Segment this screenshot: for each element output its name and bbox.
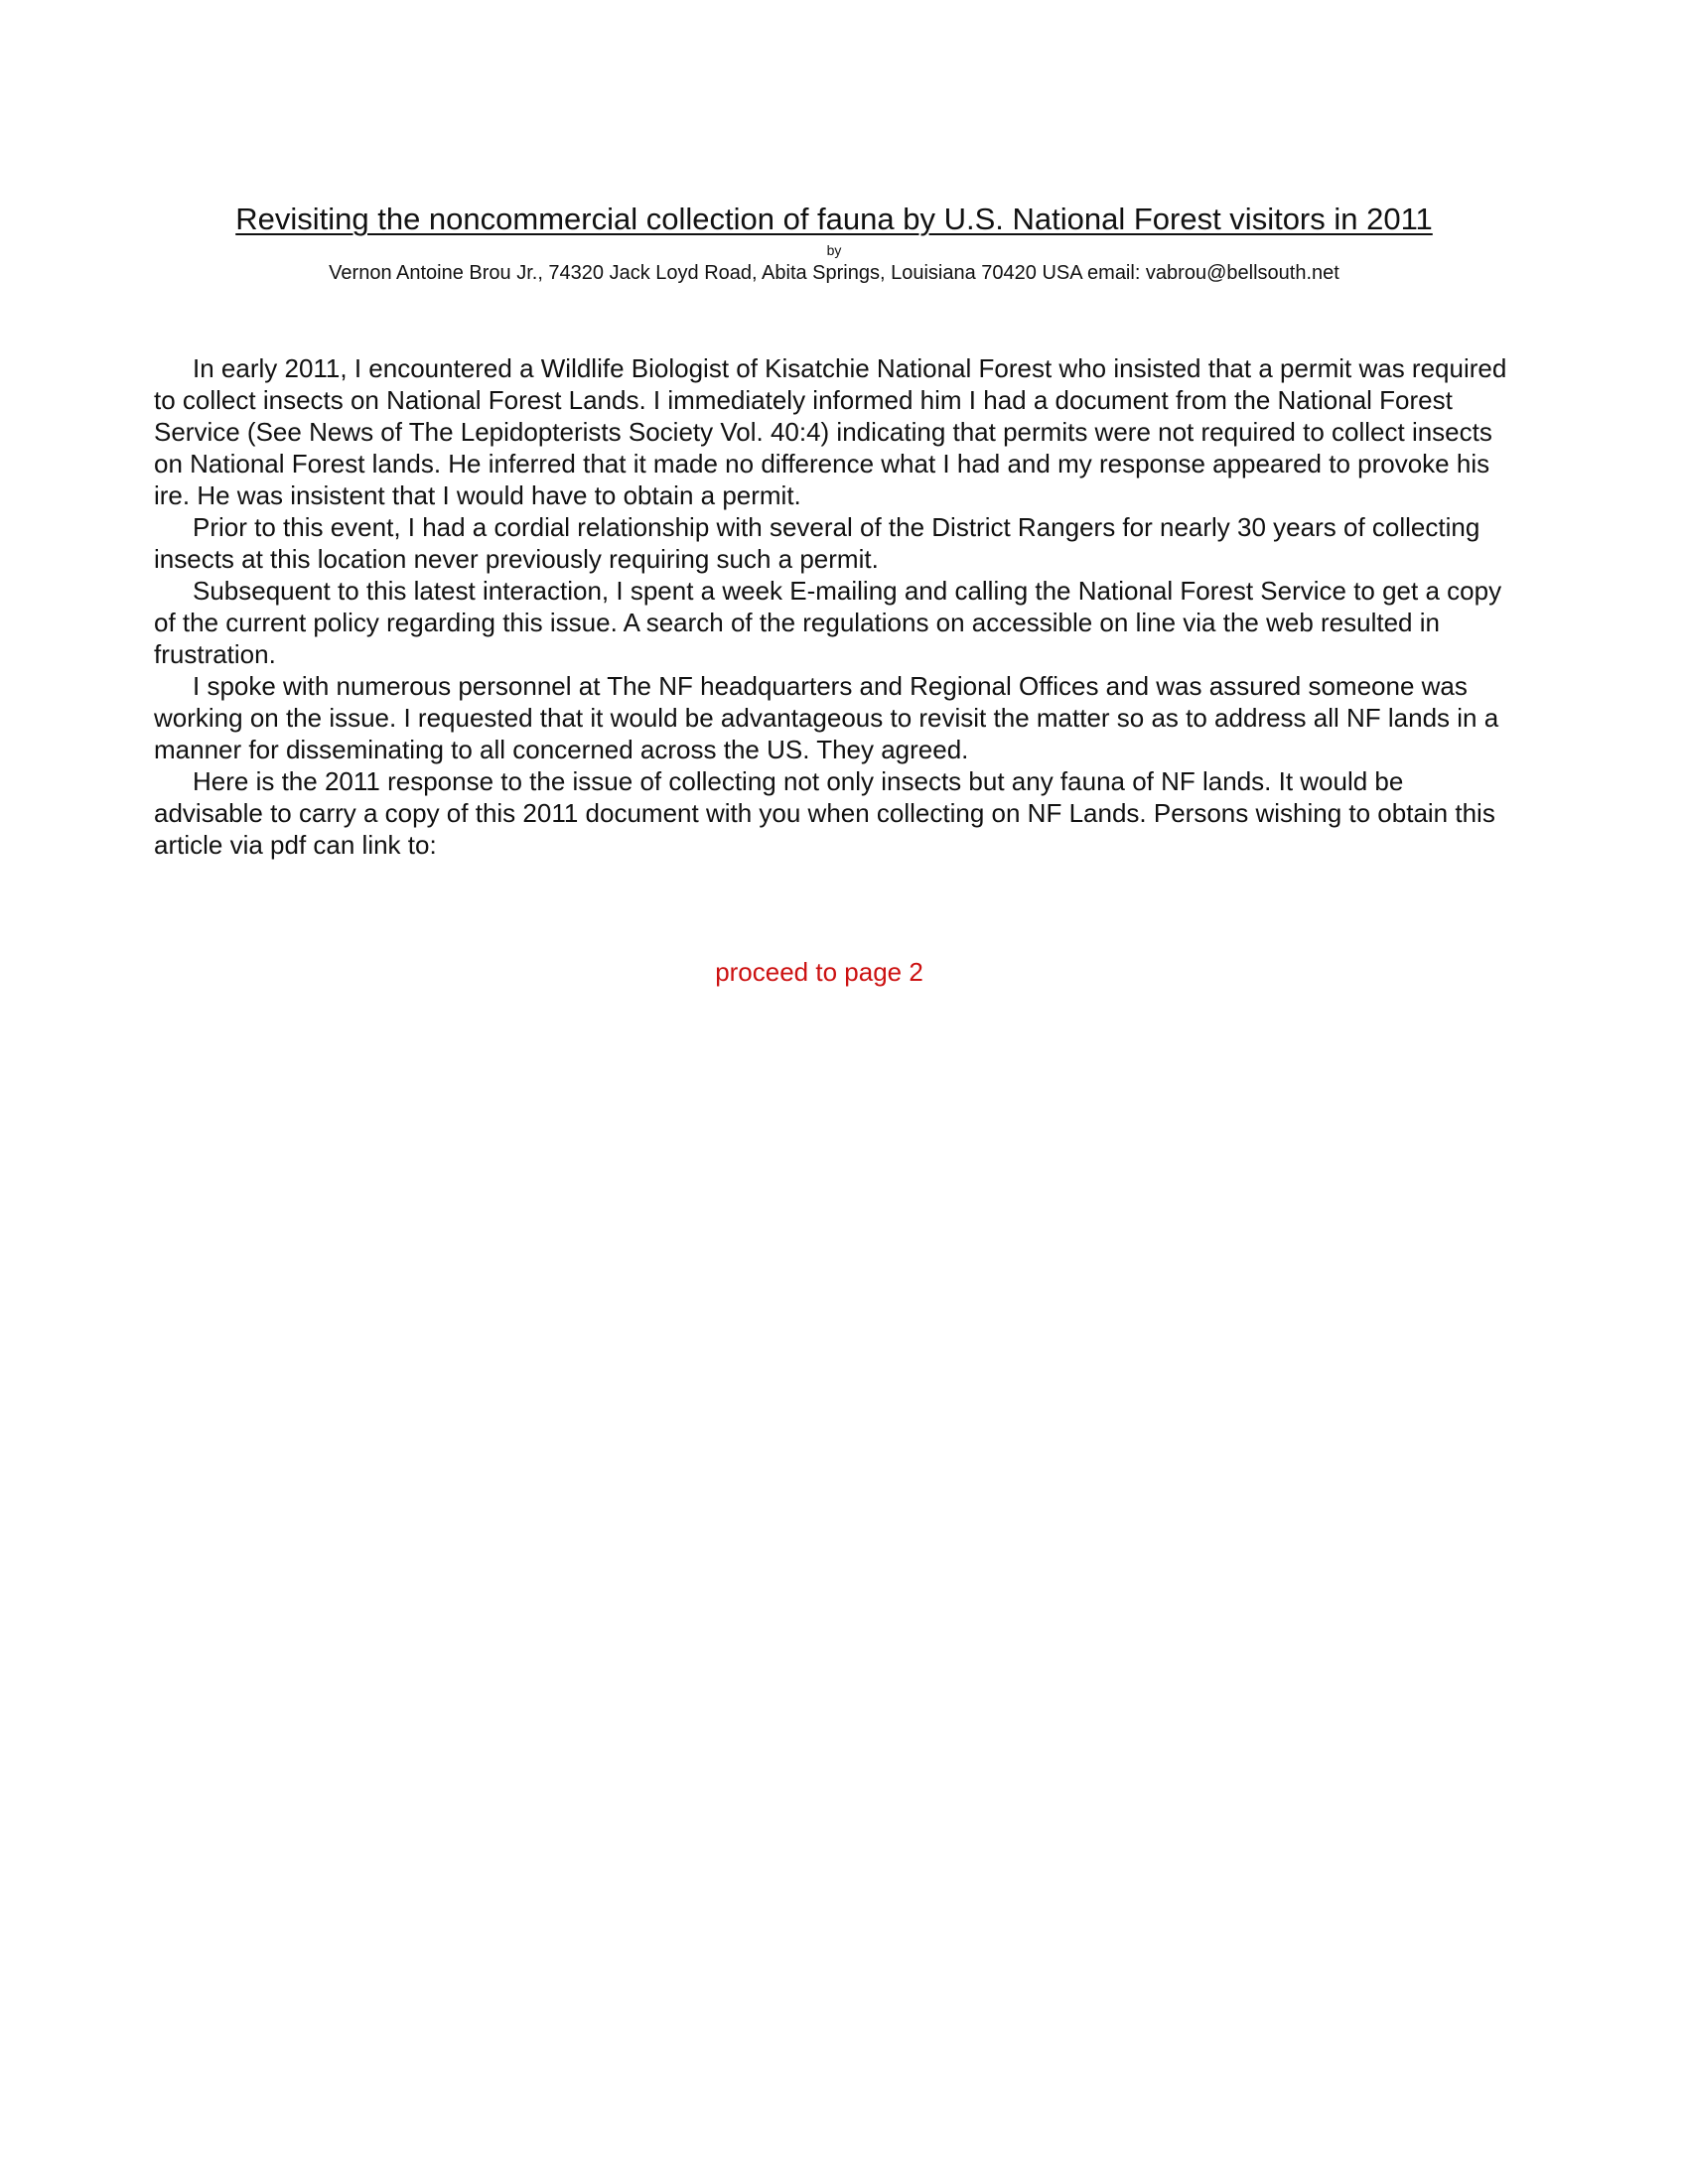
paragraph-1: In early 2011, I encountered a Wildlife Biologist of Kisatchie National Forest who insisted that a permit was required to collect insects on National Forest Lands. I immediately informed him I had a document from the National Forest Service (See News of The Lepidopterists Society Vol. 40:4) indicating that permits were not required to collect insects on National Forest lands. He inferred that it made no difference what I had and my response appeared to provoke his ire. He was insistent that I would have to obtain a permit. [154, 353, 1507, 510]
paragraph-2: Prior to this event, I had a cordial relationship with several of the District Rangers for nearly 30 years of collecting insects at this location never previously requiring such a permit. [154, 512, 1480, 574]
paragraph-4: I spoke with numerous personnel at The NF headquarters and Regional Offices and was assured someone was working on the issue. I requested that it would be advantageous to revisit the matter so as to address all NF lands in a manner for disseminating to all concerned across the US. They agreed. [154, 671, 1499, 764]
paragraph-5: Here is the 2011 response to the issue of collecting not only insects but any fauna of NF lands. It would be advisable to carry a copy of this 2011 document with you when collecting on NF Lands. Persons wishing to obtain this article via pdf can link to: [154, 766, 1495, 860]
document-title: Revisiting the noncommercial collection of fauna by U.S. National Forest visitors in 2011 [235, 202, 1433, 236]
paragraph-3: Subsequent to this latest interaction, I spent a week E-mailing and calling the National Forest Service to get a copy of the current policy regarding this issue. A search of the regulations on accessible on line via the web resulted in frustration. [154, 576, 1502, 669]
byline-by: by [826, 242, 842, 258]
proceed-to-page-2-link[interactable]: proceed to page 2 [715, 957, 923, 987]
author-line: Vernon Antoine Brou Jr., 74320 Jack Loyd Road, Abita Springs, Louisiana 70420 USA email: vabrou@bellsouth.net [329, 262, 1339, 284]
article-body [154, 352, 1514, 861]
